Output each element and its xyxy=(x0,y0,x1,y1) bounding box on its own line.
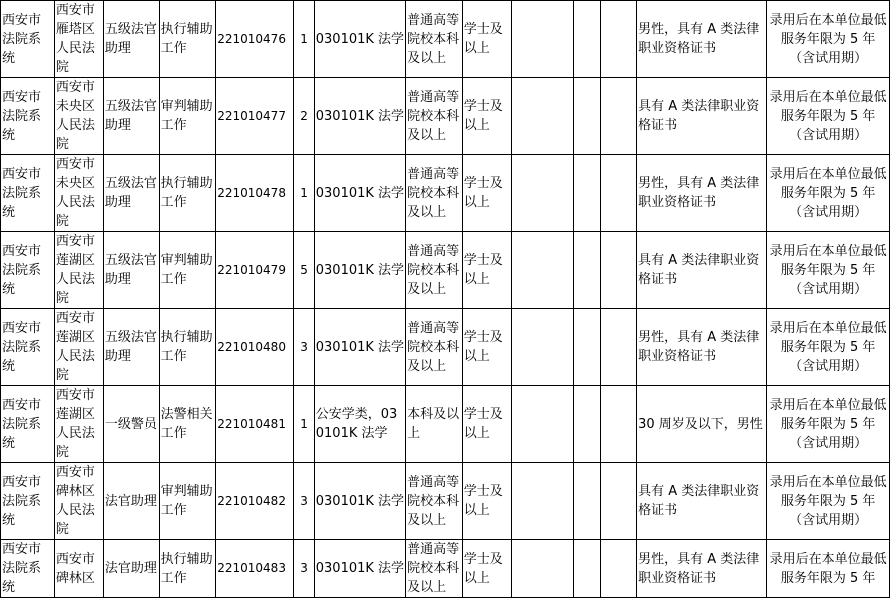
other-cell: 具有 A 类法律职业资格证书 xyxy=(637,232,767,309)
unit-cell: 西安市未央区人民法院 xyxy=(54,78,103,155)
code-cell: 221010476 xyxy=(216,1,294,78)
empty-cell xyxy=(574,540,601,598)
duty-cell: 执行辅助工作 xyxy=(159,155,216,232)
empty-cell xyxy=(511,155,574,232)
system-cell: 西安市法院系统 xyxy=(1,540,55,598)
degree-cell: 学士及以上 xyxy=(462,540,511,598)
empty-cell xyxy=(574,386,601,463)
other-cell: 具有 A 类法律职业资格证书 xyxy=(637,463,767,540)
count-cell: 3 xyxy=(294,463,314,540)
empty-cell xyxy=(601,232,637,309)
note-cell: 录用后在本单位最低服务年限为 5 年（含试用期） xyxy=(767,155,890,232)
position-cell: 五级法官助理 xyxy=(103,309,159,386)
major-cell: 030101K 法学 xyxy=(314,155,405,232)
other-cell: 男性，具有 A 类法律职业资格证书 xyxy=(637,540,767,598)
duty-cell: 审判辅助工作 xyxy=(159,78,216,155)
note-cell: 录用后在本单位最低服务年限为 5 年（含试用期） xyxy=(767,309,890,386)
empty-cell xyxy=(574,232,601,309)
code-cell: 221010477 xyxy=(216,78,294,155)
unit-cell: 西安市未央区人民法院 xyxy=(54,155,103,232)
empty-cell xyxy=(574,155,601,232)
empty-cell xyxy=(574,309,601,386)
table-row xyxy=(1,155,890,232)
table-row xyxy=(1,309,890,386)
count-cell: 3 xyxy=(294,309,314,386)
note-cell: 录用后在本单位最低服务年限为 5 年（含试用期） xyxy=(767,232,890,309)
table-row xyxy=(1,540,890,598)
education-cell: 普通高等院校本科及以上 xyxy=(406,540,463,598)
unit-cell: 西安市碑林区人民法院 xyxy=(54,463,103,540)
major-cell: 030101K 法学 xyxy=(314,463,405,540)
major-cell: 030101K 法学 xyxy=(314,309,405,386)
major-cell: 030101K 法学 xyxy=(314,232,405,309)
note-cell: 录用后在本单位最低服务年限为 5 年（含试用期） xyxy=(767,1,890,78)
code-cell: 221010483 xyxy=(216,540,294,598)
duty-cell: 法警相关工作 xyxy=(159,386,216,463)
position-cell: 五级法官助理 xyxy=(103,1,159,78)
duty-cell: 审判辅助工作 xyxy=(159,232,216,309)
table-row xyxy=(1,232,890,309)
degree-cell: 学士及以上 xyxy=(462,386,511,463)
unit-cell: 西安市莲湖区人民法院 xyxy=(54,232,103,309)
system-cell: 西安市法院系统 xyxy=(1,463,55,540)
empty-cell xyxy=(574,1,601,78)
table-row xyxy=(1,463,890,540)
position-cell: 五级法官助理 xyxy=(103,78,159,155)
empty-cell xyxy=(601,540,637,598)
empty-cell xyxy=(601,309,637,386)
code-cell: 221010479 xyxy=(216,232,294,309)
code-cell: 221010480 xyxy=(216,309,294,386)
note-cell: 录用后在本单位最低服务年限为 5 年（含试用期） xyxy=(767,463,890,540)
empty-cell xyxy=(511,309,574,386)
note-cell: 录用后在本单位最低服务年限为 5 年（含试用期） xyxy=(767,78,890,155)
position-cell: 五级法官助理 xyxy=(103,232,159,309)
system-cell: 西安市法院系统 xyxy=(1,309,55,386)
empty-cell xyxy=(511,540,574,598)
count-cell: 1 xyxy=(294,155,314,232)
duty-cell: 执行辅助工作 xyxy=(159,309,216,386)
duty-cell: 审判辅助工作 xyxy=(159,463,216,540)
major-cell: 030101K 法学 xyxy=(314,78,405,155)
count-cell: 3 xyxy=(294,540,314,598)
table-row xyxy=(1,386,890,463)
degree-cell: 学士及以上 xyxy=(462,463,511,540)
note-cell: 录用后在本单位最低服务年限为 5 年 xyxy=(767,540,890,598)
unit-cell: 西安市雁塔区人民法院 xyxy=(54,1,103,78)
position-cell: 五级法官助理 xyxy=(103,155,159,232)
education-cell: 普通高等院校本科及以上 xyxy=(406,1,463,78)
duty-cell: 执行辅助工作 xyxy=(159,540,216,598)
table-row xyxy=(1,1,890,78)
degree-cell: 学士及以上 xyxy=(462,78,511,155)
empty-cell xyxy=(601,463,637,540)
position-cell: 一级警员 xyxy=(103,386,159,463)
empty-cell xyxy=(574,463,601,540)
empty-cell xyxy=(601,386,637,463)
code-cell: 221010482 xyxy=(216,463,294,540)
degree-cell: 学士及以上 xyxy=(462,155,511,232)
table-row xyxy=(1,78,890,155)
empty-cell xyxy=(511,78,574,155)
system-cell: 西安市法院系统 xyxy=(1,386,55,463)
other-cell: 男性，具有 A 类法律职业资格证书 xyxy=(637,1,767,78)
other-cell: 男性，具有 A 类法律职业资格证书 xyxy=(637,309,767,386)
education-cell: 普通高等院校本科及以上 xyxy=(406,463,463,540)
other-cell: 30 周岁及以下，男性 xyxy=(637,386,767,463)
empty-cell xyxy=(601,78,637,155)
unit-cell: 西安市莲湖区人民法院 xyxy=(54,309,103,386)
count-cell: 2 xyxy=(294,78,314,155)
other-cell: 具有 A 类法律职业资格证书 xyxy=(637,78,767,155)
empty-cell xyxy=(511,1,574,78)
education-cell: 本科及以上 xyxy=(406,386,463,463)
empty-cell xyxy=(511,232,574,309)
major-cell: 公安学类，030101K 法学 xyxy=(314,386,405,463)
education-cell: 普通高等院校本科及以上 xyxy=(406,232,463,309)
system-cell: 西安市法院系统 xyxy=(1,78,55,155)
system-cell: 西安市法院系统 xyxy=(1,232,55,309)
degree-cell: 学士及以上 xyxy=(462,232,511,309)
other-cell: 男性，具有 A 类法律职业资格证书 xyxy=(637,155,767,232)
empty-cell xyxy=(601,1,637,78)
education-cell: 普通高等院校本科及以上 xyxy=(406,155,463,232)
degree-cell: 学士及以上 xyxy=(462,1,511,78)
count-cell: 1 xyxy=(294,1,314,78)
education-cell: 普通高等院校本科及以上 xyxy=(406,309,463,386)
major-cell: 030101K 法学 xyxy=(314,1,405,78)
major-cell: 030101K 法学 xyxy=(314,540,405,598)
empty-cell xyxy=(574,78,601,155)
system-cell: 西安市法院系统 xyxy=(1,1,55,78)
degree-cell: 学士及以上 xyxy=(462,309,511,386)
code-cell: 221010481 xyxy=(216,386,294,463)
unit-cell: 西安市莲湖区人民法院 xyxy=(54,386,103,463)
position-cell: 法官助理 xyxy=(103,540,159,598)
empty-cell xyxy=(511,386,574,463)
count-cell: 5 xyxy=(294,232,314,309)
note-cell: 录用后在本单位最低服务年限为 5 年（含试用期） xyxy=(767,386,890,463)
duty-cell: 执行辅助工作 xyxy=(159,1,216,78)
code-cell: 221010478 xyxy=(216,155,294,232)
system-cell: 西安市法院系统 xyxy=(1,155,55,232)
count-cell: 1 xyxy=(294,386,314,463)
empty-cell xyxy=(601,155,637,232)
position-cell: 法官助理 xyxy=(103,463,159,540)
unit-cell: 西安市碑林区 xyxy=(54,540,103,598)
education-cell: 普通高等院校本科及以上 xyxy=(406,78,463,155)
empty-cell xyxy=(511,463,574,540)
